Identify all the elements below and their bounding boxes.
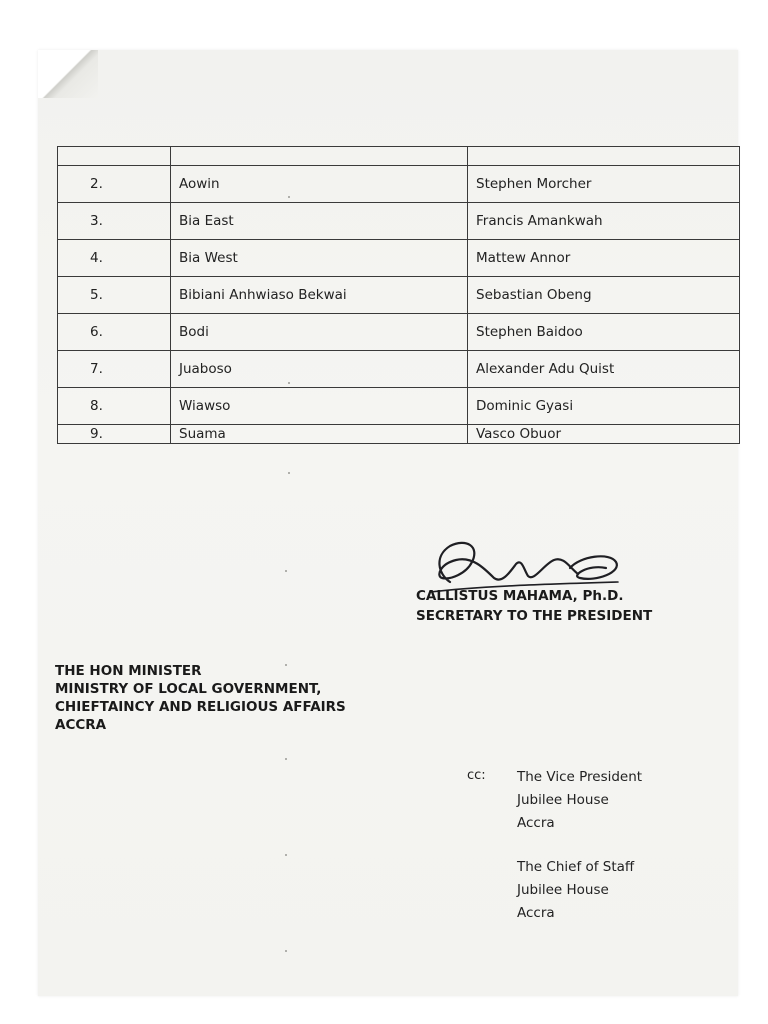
table-row <box>58 277 740 314</box>
paper-speck <box>285 570 287 572</box>
table-row <box>58 166 740 203</box>
header-cell <box>171 147 468 166</box>
row-number: 8. <box>58 388 171 425</box>
cc-label: cc: <box>467 768 486 783</box>
officer-name: Stephen Baidoo <box>468 314 740 351</box>
paper-speck <box>285 758 287 760</box>
row-number: 9. <box>58 425 171 444</box>
officer-name: Vasco Obuor <box>468 425 740 444</box>
cc-line: The Vice President <box>517 769 643 785</box>
table-row <box>58 240 740 277</box>
officer-name: Mattew Annor <box>468 240 740 277</box>
header-cell <box>468 147 740 166</box>
row-number: 2. <box>58 166 171 203</box>
row-number: 3. <box>58 203 171 240</box>
row-number: 6. <box>58 314 171 351</box>
table-row <box>58 314 740 351</box>
header-cell <box>58 147 171 166</box>
cc-recipient <box>517 766 642 835</box>
officer-name: Francis Amankwah <box>468 203 740 240</box>
district-name: Wiawso <box>171 388 468 425</box>
cc-line: Accra <box>517 815 555 831</box>
table-header-row <box>58 147 740 166</box>
paper-speck <box>285 950 287 952</box>
cc-line: The Chief of Staff <box>517 859 635 875</box>
addressee-block <box>55 662 346 734</box>
cc-recipient <box>517 856 634 925</box>
cc-line: Jubilee House <box>517 882 609 898</box>
district-name: Bia East <box>171 203 468 240</box>
table-row <box>58 388 740 425</box>
row-number: 4. <box>58 240 171 277</box>
cc-line: Jubilee House <box>517 792 609 808</box>
table-row <box>58 425 740 444</box>
officer-name: Sebastian Obeng <box>468 277 740 314</box>
signatory-title: SECRETARY TO THE PRESIDENT <box>416 608 653 624</box>
addressee-line: MINISTRY OF LOCAL GOVERNMENT, <box>55 681 322 697</box>
page-fold-corner <box>38 50 98 98</box>
signatory-block <box>416 586 652 626</box>
officer-name: Stephen Morcher <box>468 166 740 203</box>
addressee-line: THE HON MINISTER <box>55 663 202 679</box>
district-name: Aowin <box>171 166 468 203</box>
district-name: Bodi <box>171 314 468 351</box>
addressee-line: ACCRA <box>55 717 107 733</box>
paper-speck <box>285 854 287 856</box>
district-name: Suama <box>171 425 468 444</box>
row-number: 7. <box>58 351 171 388</box>
district-name: Bibiani Anhwiaso Bekwai <box>171 277 468 314</box>
addressee-line: CHIEFTAINCY AND RELIGIOUS AFFAIRS <box>55 699 346 715</box>
table-row <box>58 203 740 240</box>
signatory-name: CALLISTUS MAHAMA, Ph.D. <box>416 588 624 604</box>
paper-speck <box>288 472 290 474</box>
table-row <box>58 351 740 388</box>
officer-name: Alexander Adu Quist <box>468 351 740 388</box>
district-name: Bia West <box>171 240 468 277</box>
cc-line: Accra <box>517 905 555 921</box>
officer-name: Dominic Gyasi <box>468 388 740 425</box>
appointments-table <box>57 146 740 444</box>
district-name: Juaboso <box>171 351 468 388</box>
row-number: 5. <box>58 277 171 314</box>
